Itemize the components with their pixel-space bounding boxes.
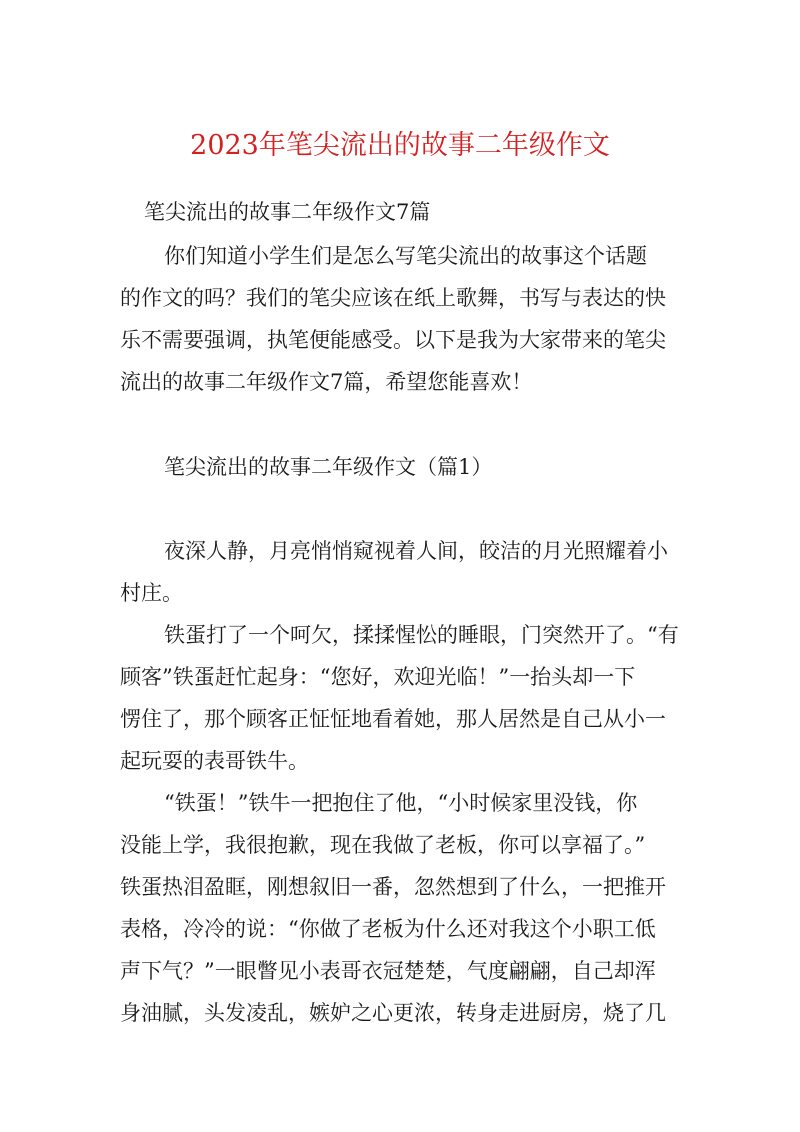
- para3-line-2: 没能上学，我很抱歉，现在我做了老板，你可以享福了。”: [120, 833, 646, 857]
- para3-line-6: 身油腻，头发凌乱，嫉妒之心更浓，转身走进厨房，烧了几: [120, 1001, 666, 1025]
- intro-line-2: 的作文的吗？我们的笔尖应该在纸上歌舞，书写与表达的快: [120, 286, 666, 310]
- intro-line-4: 流出的故事二年级作文7篇，希望您能喜欢！: [120, 370, 533, 394]
- para2-line-4: 起玩耍的表哥铁牛。: [120, 749, 309, 773]
- para2-line-3: 愣住了，那个顾客正怔怔地看着她，那人居然是自己从小一: [120, 707, 666, 731]
- document-title: 2023年笔尖流出的故事二年级作文: [190, 130, 610, 161]
- para2-line-2: 顾客”铁蛋赶忙起身：“您好，欢迎光临！”一抬头却一下: [120, 665, 636, 689]
- para3-line-4: 表格，冷冷的说：“你做了老板为什么还对我这个小职工低: [120, 917, 656, 941]
- para3-line-3: 铁蛋热泪盈眶，刚想叙旧一番，忽然想到了什么，一把推开: [120, 875, 666, 899]
- para2-line-1: 铁蛋打了一个呵欠，揉揉惺忪的睡眼，门突然开了。“有: [164, 623, 679, 647]
- subtitle-line: 笔尖流出的故事二年级作文7篇: [144, 200, 431, 224]
- para1-line-2: 村庄。: [120, 581, 183, 605]
- intro-line-3: 乐不需要强调，执笔便能感受。以下是我为大家带来的笔尖: [120, 328, 666, 352]
- para1-line-1: 夜深人静，月亮悄悄窥视着人间，皎洁的月光照耀着小: [164, 539, 668, 563]
- intro-line-1: 你们知道小学生们是怎么写笔尖流出的故事这个话题: [164, 244, 647, 268]
- para3-line-5: 声下气？”一眼瞥见小表哥衣冠楚楚，气度翩翩，自己却浑: [120, 959, 656, 983]
- para3-line-1: “铁蛋！”铁牛一把抱住了他，“小时候家里没钱，你: [164, 791, 638, 815]
- section-heading: 笔尖流出的故事二年级作文（篇1）: [164, 455, 493, 479]
